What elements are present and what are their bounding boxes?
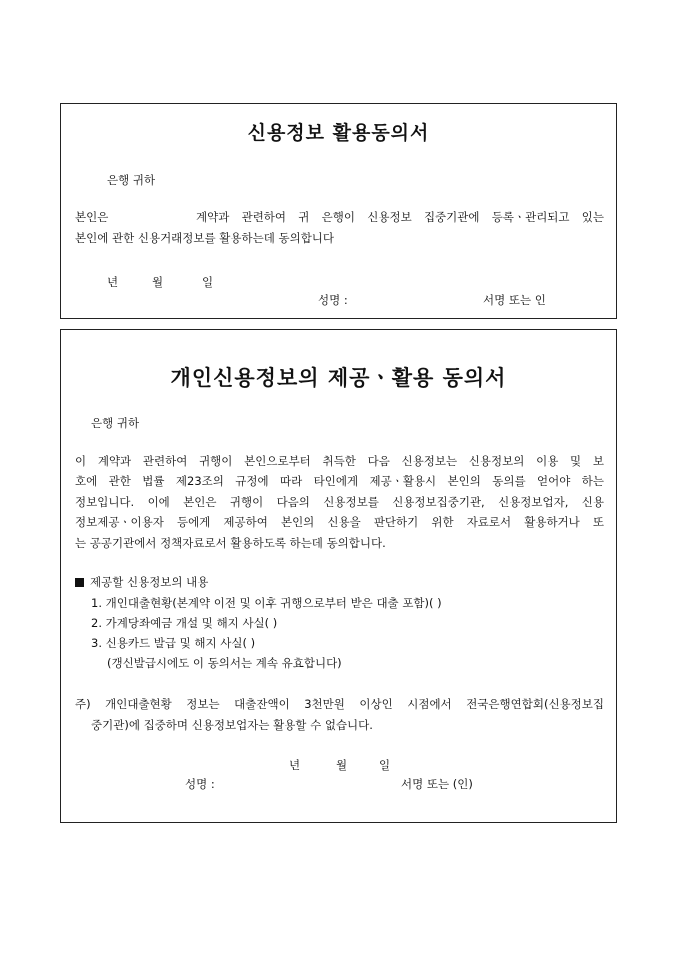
form1-name-label: 성명 : [318,293,348,307]
form1-body-prefix: 본인은 [75,210,109,224]
form2-addressee: 은행 귀하 [91,416,140,430]
personal-credit-info-consent-form [60,329,617,823]
form2-body-line-2: 호에 관한 법률 제23조의 규정에 따라 타인에게 제공ㆍ활용시 본인의 동의를 얻어야 하는 [75,474,604,488]
form2-body-line-3: 정보입니다. 이에 본인은 귀행이 다음의 신용정보를 신용정보집중기관, 신용정보업자, 신용 [75,495,604,509]
form1-date-year: 년 [107,275,119,289]
form2-section-heading [75,575,208,589]
form2-footnote-line2: 중기관)에 집중하며 신용정보업자는 활용할 수 없습니다. [91,718,373,732]
form1-name-blank [123,222,193,223]
form1-body-line1: 계약과 관련하여 귀 은행이 신용정보 집중기관에 등록ㆍ관리되고 있는 [196,210,604,224]
form1-sign-label: 서명 또는 인 [483,293,546,307]
form2-date-year: 년 [289,758,301,772]
form2-body-line-4: 정보제공ㆍ이용자 등에게 제공하여 본인의 신용을 판단하기 위한 자료로서 활용하거나 또 [75,515,604,529]
form2-item-3: 3. 신용카드 발급 및 해지 사실( ) [91,636,256,650]
form1-addressee: 은행 귀하 [107,173,156,187]
form2-body-line-5: 는 공공기관에서 정책자료로서 활용하도록 하는데 동의합니다. [75,536,386,550]
form1-date-day: 일 [202,275,214,289]
form2-name-label: 성명 : [185,777,215,791]
form1-title: 신용정보 활용동의서 [247,122,430,144]
form2-sign-label: 서명 또는 (인) [401,777,473,791]
form2-date-day: 일 [379,758,391,772]
form2-item-2: 2. 가계당좌예금 개설 및 해지 사실( ) [91,616,278,630]
form2-body-line-1: 이 계약과 관련하여 귀행이 본인으로부터 취득한 다음 신용정보는 신용정보의 이용 및 보 [75,454,604,468]
form1-date-month: 월 [152,275,164,289]
square-bullet-icon [75,578,84,587]
form2-item-note: (갱신발급시에도 이 동의서는 계속 유효합니다) [107,656,342,670]
form2-title: 개인신용정보의 제공ㆍ활용 동의서 [170,365,507,390]
form2-date-month: 월 [336,758,348,772]
form2-footnote-line1: 주) 개인대출현황 정보는 대출잔액이 3천만원 이상인 시점에서 전국은행연합회(신용정보집 [75,697,604,711]
form2-item-1: 1. 개인대출현황(본계약 이전 및 이후 귀행으로부터 받은 대출 포함)( ) [91,596,442,610]
form2-section-heading-text: 제공할 신용정보의 내용 [90,575,209,589]
form1-body-line2: 본인에 관한 신용거래정보를 활용하는데 동의합니다 [75,231,335,245]
credit-info-consent-form [60,103,617,319]
